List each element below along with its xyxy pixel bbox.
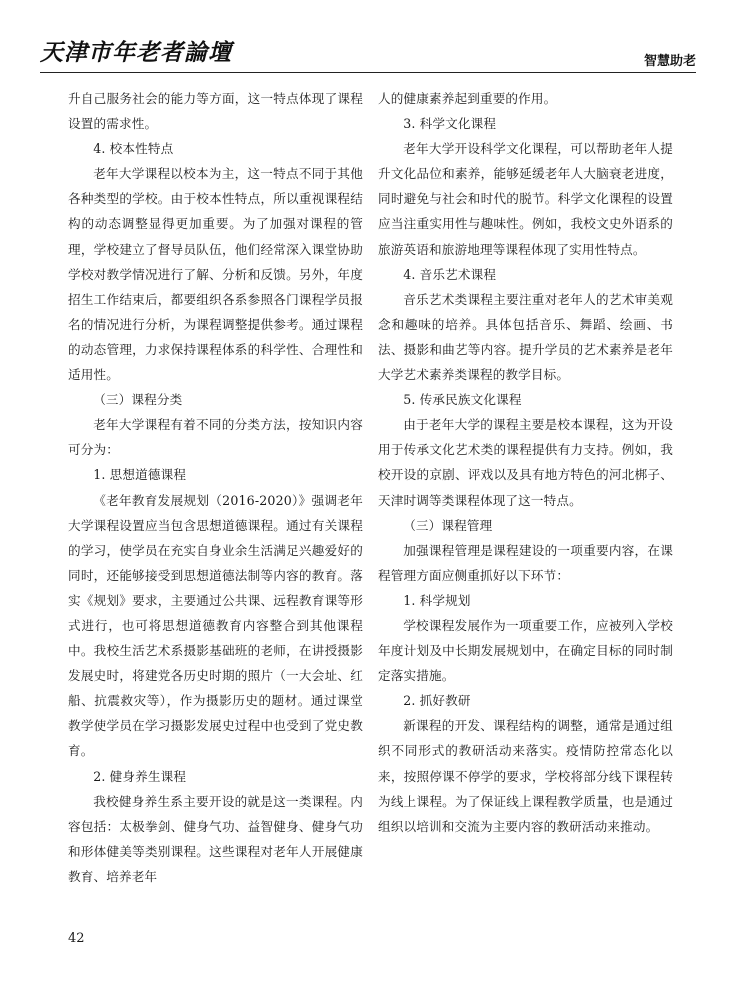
paragraph: 老年大学课程有着不同的分类方法，按知识内容可分为：	[68, 417, 363, 458]
paragraph: 学校课程发展作为一项重要工作，应被列入学校年度计划及中长期发展规划中，在确定目标的同时制定落实措施。	[378, 617, 673, 684]
section-heading: （三）课程管理	[403, 517, 493, 533]
subheading: 2. 健身养生课程	[93, 768, 187, 784]
right-column	[378, 86, 673, 839]
left-column	[68, 86, 363, 889]
section-heading: （三）课程分类	[93, 392, 183, 408]
subheading: 1. 科学规划	[403, 592, 471, 608]
paragraph: 老年大学开设科学文化课程，可以帮助老年人提升文化品位和素养，能够延缓老年人大脑衰老进度，同时避免与社会和时代的脱节。科学文化课程的设置应当注重实用性与趣味性。例如，我校文史外语系的旅游英语和旅游地理等课程体现了实用性特点。	[378, 141, 673, 257]
journal-logo: 天津市年老者論壇	[40, 39, 232, 66]
section-title: 智慧助老	[643, 54, 696, 69]
page-number: 42	[68, 931, 85, 946]
continuation-text: 升自己服务社会的能力等方面，这一特点体现了课程设置的需求性。	[68, 91, 363, 132]
subheading: 2. 抓好教研	[403, 693, 471, 709]
subheading: 4. 校本性特点	[93, 141, 174, 157]
paragraph: 音乐艺术类课程主要注重对老年人的艺术审美观念和趣味的培养。具体包括音乐、舞蹈、绘画、书法、摄影和曲艺等内容。提升学员的艺术素养是老年大学艺术素养类课程的教学目标。	[378, 291, 673, 383]
subheading: 1. 思想道德课程	[93, 467, 187, 483]
subheading: 5. 传承民族文化课程	[403, 392, 522, 408]
continuation-text: 人的健康素养起到重要的作用。	[378, 91, 557, 106]
paragraph: 由于老年大学的课程主要是校本课程，这为开设用于传承文化艺术类的课程提供有力支持。例如，我校开设的京剧、评戏以及具有地方特色的河北梆子、天津时调等类课程体现了这一特点。	[378, 417, 673, 508]
paragraph: 老年大学课程以校本为主，这一特点不同于其他各种类型的学校。由于校本性特点，所以重视课程结构的动态调整显得更加重要。为了加强对课程的管理，学校建立了督导员队伍，他们经常深入课堂协助学校对教学情况进行了解、分析和反馈。另外，年度招生工作结束后，都要组织各系参照各门课程学员报名的情况进行分析，为课程调整提供参考。通过课程的动态管理，力求保持课程体系的科学性、合理性和适用性。	[68, 166, 363, 383]
paragraph: 《老年教育发展规划（2016-2020）》强调老年大学课程设置应当包含思想道德课程。通过有关课程的学习，使学员在充实自身业余生活满足兴趣爱好的同时，还能够接受到思想道德法制等内容的教育。落实《规划》要求，主要通过公共课、远程教育课等形式进行，也可将思想道德教育内容整合到其他课程中。我校生活艺术系摄影基础班的老师，在讲授摄影发展史时，将建党各历史时期的照片（一大会址、红船、抗震救灾等），作为摄影历史的题材。通过课堂教学使学员在学习摄影发展史过程中也受到了党史教育。	[68, 492, 363, 759]
paragraph: 我校健身养生系主要开设的就是这一类课程。内容包括：太极拳剑、健身气功、益智健身、健身气功和形体健美等类别课程。这些课程对老年人开展健康教育、培养老年	[68, 793, 363, 884]
subheading: 4. 音乐艺术课程	[403, 266, 497, 282]
paragraph: 加强课程管理是课程建设的一项重要内容，在课程管理方面应侧重抓好以下环节：	[378, 542, 673, 583]
paragraph: 新课程的开发、课程结构的调整，通常是通过组织不同形式的教研活动来落实。疫情防控常态化以来，按照停课不停学的要求，学校将部分线下课程转为线上课程。为了保证线上课程教学质量，也是通过组织以培训和交流为主要内容的教研活动来推动。	[378, 718, 673, 834]
page-header	[40, 28, 696, 73]
subheading: 3. 科学文化课程	[403, 116, 497, 132]
